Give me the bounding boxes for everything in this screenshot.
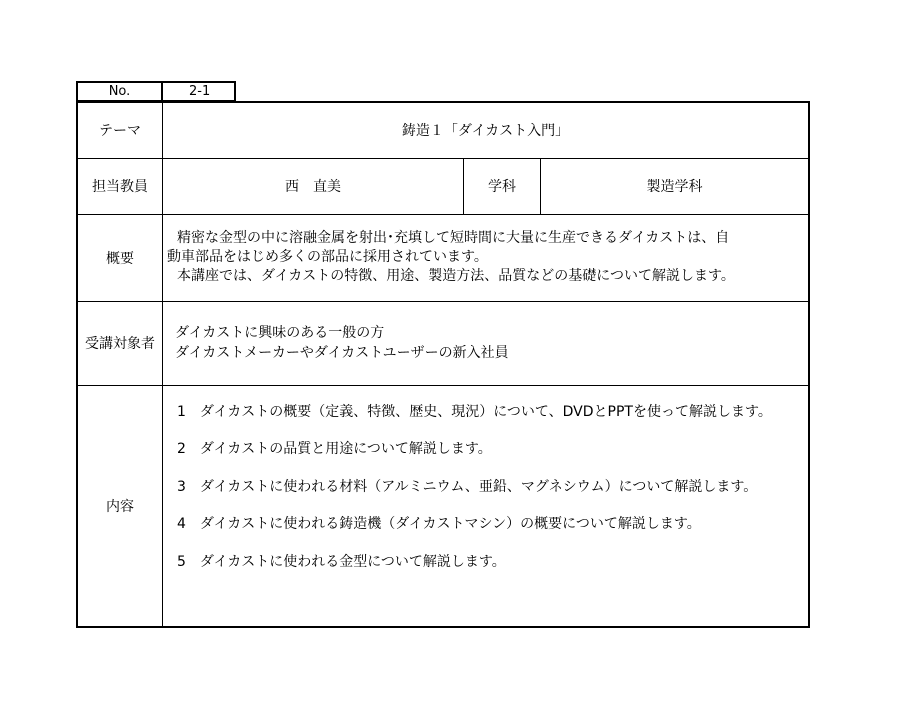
number-label: No. [77,82,162,101]
audience-row [77,301,809,385]
department-label: 学科 [464,158,541,214]
content-item: 4 ダイカストに使われる鋳造機（ダイカストマシン）の概要について解説します。 [177,516,701,532]
theme-label: テーマ [77,102,163,158]
instructor-row [77,158,809,214]
contents-list [163,385,810,627]
contents-label: 内容 [77,385,163,627]
overview-text [163,214,810,301]
audience-line-2: ダイカストメーカーやダイカストユーザーの新入社員 [175,345,509,361]
content-item: 5 ダイカストに使われる金型について解説します。 [177,553,506,570]
contents-row [77,385,809,627]
overview-row [77,214,809,301]
content-item: 1 ダイカストの概要（定義、特徴、歴史、現況）について、DVDとPPTを使って解説します。 [177,403,772,420]
content-item: 2 ダイカストの品質と用途について解説します。 [177,441,492,457]
instructor-name: 西 直美 [163,158,464,214]
content-item: 3 ダイカストに使われる材料（アルミニウム、亜鉛、マグネシウム）について解説します。 [177,478,758,495]
number-value: 2-1 [162,82,235,101]
theme-row [77,102,809,158]
audience-text [163,301,810,385]
overview-line-3: 本講座では、ダイカストの特徴、用途、製造方法、品質などの基礎について解説します。 [177,268,735,284]
department-value: 製造学科 [541,158,810,214]
theme-value: 鋳造１「ダイカスト入門」 [163,102,810,158]
overview-label: 概要 [77,214,163,301]
overview-line-1: 精密な金型の中に溶融金属を射出･充填して短時間に大量に生産できるダイカストは、自 [177,230,730,246]
course-info-table [76,101,810,628]
instructor-label: 担当教員 [77,158,163,214]
overview-line-2: 動車部品をはじめ多くの部品に採用されています。 [167,249,488,265]
number-table [76,81,236,102]
audience-line-1: ダイカストに興味のある一般の方 [175,325,385,341]
audience-label: 受講対象者 [77,301,163,385]
